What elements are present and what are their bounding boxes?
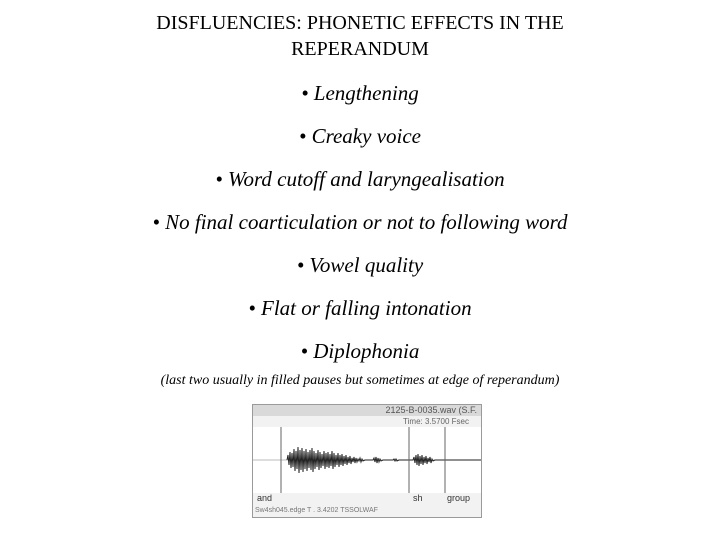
slide-title-line-1: DISFLUENCIES: PHONETIC EFFECTS IN THE	[156, 12, 564, 34]
waveform-figure	[252, 404, 482, 518]
waveform-time-readout: Time: 3.5700 Fsec	[403, 417, 469, 426]
segment-label-and: and	[257, 493, 273, 503]
segment-label-sh: sh	[413, 493, 423, 503]
bullet-diplophonia: • Diplophonia	[300, 339, 420, 363]
bullet-lengthening: • Lengthening	[301, 81, 419, 105]
segment-label-group: group	[447, 493, 471, 503]
waveform-filename: 2125-B-0035.wav (S.F.	[385, 405, 477, 415]
slide-title-line-2: REPERANDUM	[291, 38, 429, 60]
waveform-title-bar	[253, 405, 481, 416]
bullet-list	[0, 76, 720, 377]
footnote: (last two usually in filled pauses but sometimes at edge of reperandum)	[160, 373, 560, 388]
slide-title	[0, 10, 720, 62]
bullet-vowel-quality: • Vowel quality	[296, 253, 424, 277]
waveform-subtext: Sw4sh045.edge T . 3.4202 TSSOLWAF	[255, 507, 378, 514]
waveform-segment-labels	[253, 493, 481, 503]
bullet-creaky-voice: • Creaky voice	[298, 124, 421, 148]
bullet-no-final-coarticulation: • No final coarticulation or not to following word	[152, 210, 568, 234]
waveform-plot	[253, 427, 481, 493]
bullet-flat-intonation: • Flat or falling intonation	[248, 296, 472, 320]
bullet-word-cutoff: • Word cutoff and laryngealisation	[215, 167, 505, 191]
